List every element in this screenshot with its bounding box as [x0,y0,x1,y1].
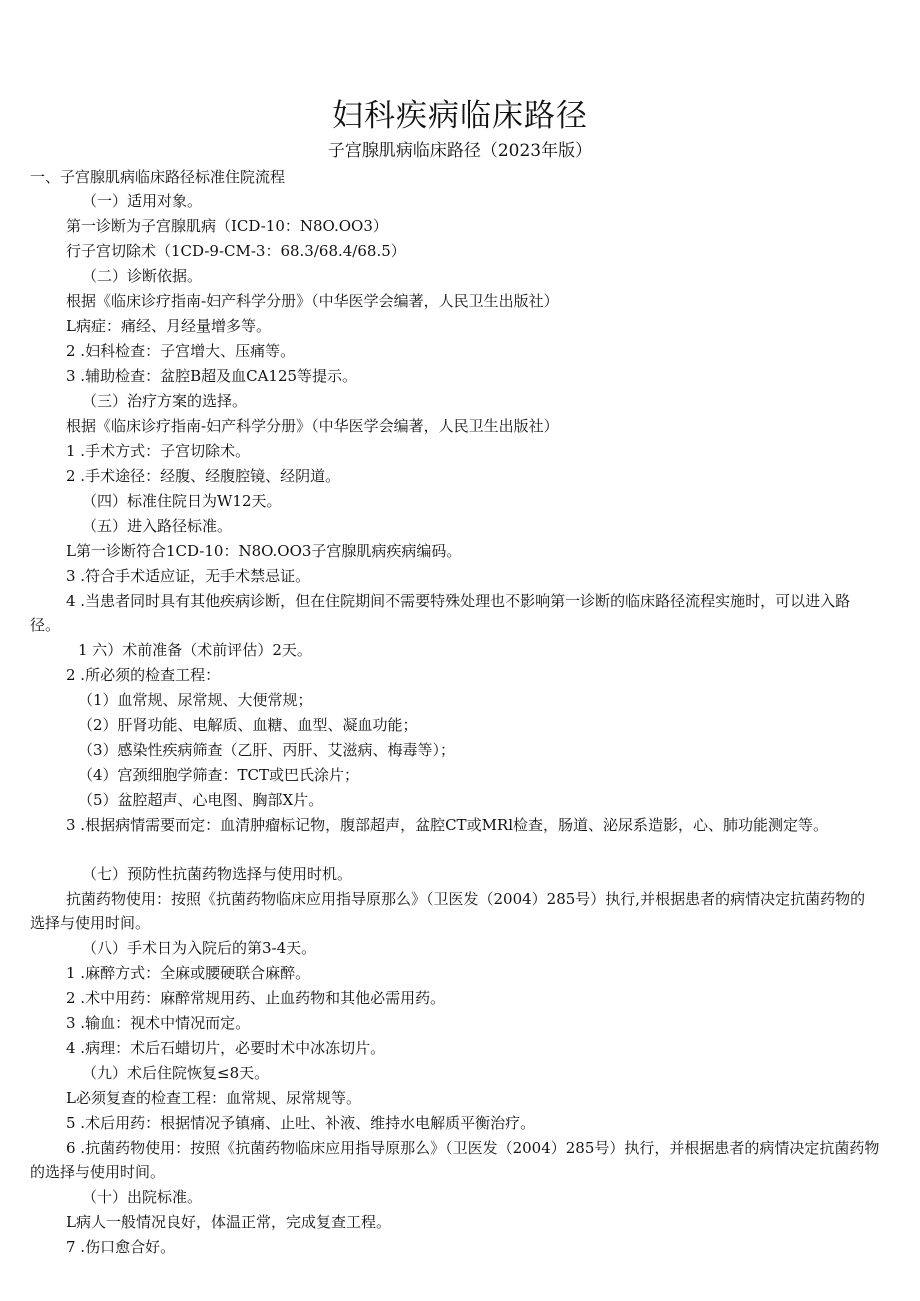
paragraph-line: 根据《临床诊疗指南-妇产科学分册》（中华医学会编著，人民卫生出版社） [66,292,559,310]
list-item: （2）肝肾功能、电解质、血糖、血型、凝血功能； [78,716,418,734]
paragraph-line: 第一诊断为子宫腺肌病（ICD-10：N8O.OO3） [66,217,388,235]
list-item: L病人一般情况良好，体温正常，完成复查工程。 [66,1213,391,1231]
list-item: L病症：痛经、月经量增多等。 [66,317,271,335]
subsection-heading: （一）适用对象。 [82,192,203,210]
subsection-heading: （十）出院标准。 [82,1188,203,1206]
list-item: L必须复查的检查工程：血常规、尿常规等。 [66,1089,361,1107]
section-heading: 一、子宫腺肌病临床路径标准住院流程 [30,168,286,186]
list-item: L第一诊断符合1CD-10：N8O.OO3子宫腺肌病疾病编码。 [66,542,462,560]
subsection-heading: （三）治疗方案的选择。 [82,392,248,410]
subsection-heading: （四）标准住院日为W12天。 [82,492,282,510]
list-item: 6 .抗菌药物使用：按照《抗菌药物临床应用指导原那么》（卫医发（2004）285号）执行，并根据患者的病情决定抗菌药物的选择与使用时间。 [30,1139,880,1181]
list-item: 3 .根据病情需要而定：血清肿瘤标记物，腹部超声，盆腔CT或MRl检查，肠道、泌尿系造影，心、肺功能测定等。 [66,816,829,834]
list-item: 4 .当患者同时具有其他疾病诊断，但在住院期间不需要特殊处理也不影响第一诊断的临床路径流程实施时，可以进入路径。 [30,592,851,634]
subsection-heading: （九）术后住院恢复≤8天。 [82,1064,270,1082]
list-item: 2 .术中用药：麻醉常规用药、止血药物和其他必需用药。 [66,989,446,1007]
list-item: 2 .所必须的检查工程： [66,666,221,684]
list-item: 1 .手术方式：子宫切除术。 [66,442,251,460]
document-subtitle: 子宫腺肌病临床路径（2023年版） [327,141,593,161]
paragraph-line: 根据《临床诊疗指南-妇产科学分册》（中华医学会编著，人民卫生出版社） [66,417,559,435]
list-item: 2 .妇科检查：子宫增大、压痛等。 [66,342,296,360]
list-item: 5 .术后用药：根据情况予镇痛、止吐、补液、维持水电解质平衡治疗。 [66,1114,536,1132]
paragraph-line: 抗菌药物使用：按照《抗菌药物临床应用指导原那么》（卫医发（2004）285号）执行,并根据患者的病情决定抗菌药物的选择与使用时间。 [30,890,866,932]
paragraph-line: 行子宫切除术（1CD-9-CM-3：68.3/68.4/68.5） [66,242,406,260]
list-item: （3）感染性疾病筛查（乙肝、丙肝、艾滋病、梅毒等）； [78,741,456,759]
list-item: 3 .符合手术适应证，无手术禁忌证。 [66,567,311,585]
subsection-heading: 1 六）术前准备（术前评估）2天。 [78,641,312,659]
subsection-heading: （二）诊断依据。 [82,267,203,285]
subsection-heading: （七）预防性抗菌药物选择与使用时机。 [82,865,353,883]
list-item: （1）血常规、尿常规、大便常规； [78,691,313,709]
list-item: 4 .病理：术后石蜡切片，必要时术中冰冻切片。 [66,1039,386,1057]
list-item: 1 .麻醉方式：全麻或腰硬联合麻醉。 [66,964,311,982]
list-item: 2 .手术途径：经腹、经腹腔镜、经阴道。 [66,467,341,485]
list-item: 7 .伤口愈合好。 [66,1238,176,1256]
document-title: 妇科疾病临床路径 [332,98,588,134]
subsection-heading: （八）手术日为入院后的第3-4天。 [82,939,317,957]
subsection-heading: （五）进入路径标准。 [82,517,233,535]
list-item: （4）宫颈细胞学筛查：TCT或巴氏涂片； [78,766,360,784]
list-item: 3 .输血：视术中情况而定。 [66,1014,251,1032]
list-item: 3 .辅助检查：盆腔B超及血CA125等提示。 [66,367,358,385]
list-item: （5）盆腔超声、心电图、胸部X片。 [78,791,324,809]
